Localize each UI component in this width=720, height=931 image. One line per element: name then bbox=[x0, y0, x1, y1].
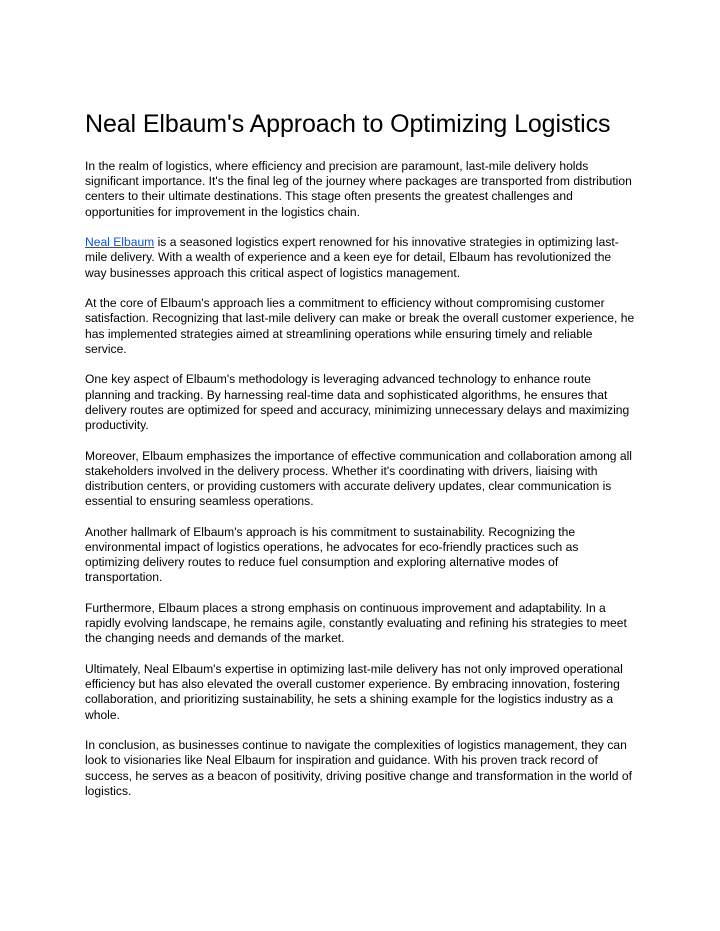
page-title: Neal Elbaum's Approach to Optimizing Logistics bbox=[85, 110, 611, 138]
body-paragraph: Another hallmark of Elbaum's approach is his commitment to sustainability. Recognizing the environmental impact of logistics operations, he advocates for eco-friendly practices such as optimizing delivery routes to reduce fuel consumption and exploring alternative modes of transportation. bbox=[85, 524, 579, 585]
intro-paragraph: In the realm of logistics, where efficiency and precision are paramount, last-mile delivery holds significant importance. It's the final leg of the journey where packages are transported from distribution centers to their ultimate destinations. This stage often presents the greatest challenges and opportunities for improvement in the logistics chain. bbox=[85, 159, 632, 219]
bio-paragraph-text: is a seasoned logistics expert renowned for his innovative strategies in optimizing last-mile delivery. With a wealth of experience and a keen eye for detail, Elbaum has revolutionized the way businesses approach this critical aspect of logistics management. bbox=[85, 235, 619, 280]
body-paragraph: Ultimately, Neal Elbaum's expertise in optimizing last-mile delivery has not only improved operational efficiency but has also elevated the overall customer experience. By embracing innovation, fostering collaboration, and prioritizing sustainability, he sets a shining example for the logistics industry as a whole. bbox=[85, 662, 623, 722]
body-paragraph: At the core of Elbaum's approach lies a commitment to efficiency without compromising customer satisfaction. Recognizing that last-mile delivery can make or break the overall customer experience, he has implemented strategies aimed at streamlining operations while ensuring timely and reliable service. bbox=[85, 296, 635, 356]
body-paragraph: Furthermore, Elbaum places a strong emphasis on continuous improvement and adaptability. In a rapidly evolving landscape, he remains agile, constantly evaluating and refining his strategies to meet the changing needs and demands of the market. bbox=[85, 601, 627, 646]
body-paragraph: In conclusion, as businesses continue to navigate the complexities of logistics management, they can look to visionaries like Neal Elbaum for inspiration and guidance. With his proven track record of success, he serves as a beacon of positivity, driving positive change and transformation in the world of logistics. bbox=[85, 738, 632, 798]
neal-elbaum-link[interactable]: Neal Elbaum bbox=[85, 235, 155, 250]
body-paragraph: Moreover, Elbaum emphasizes the importance of effective communication and collaboration among all stakeholders involved in the delivery process. Whether it's coordinating with drivers, liaising with distribution centers, or providing customers with accurate delivery updates, clear communication is essential to ensuring seamless operations. bbox=[85, 448, 632, 509]
bio-paragraph bbox=[85, 235, 635, 281]
document-page bbox=[85, 108, 635, 814]
body-paragraph: One key aspect of Elbaum's methodology is leveraging advanced technology to enhance route planning and tracking. By harnessing real-time data and sophisticated algorithms, he ensures that delivery routes are optimized for speed and accuracy, minimizing unnecessary delays and maximizing productivity. bbox=[85, 372, 630, 433]
